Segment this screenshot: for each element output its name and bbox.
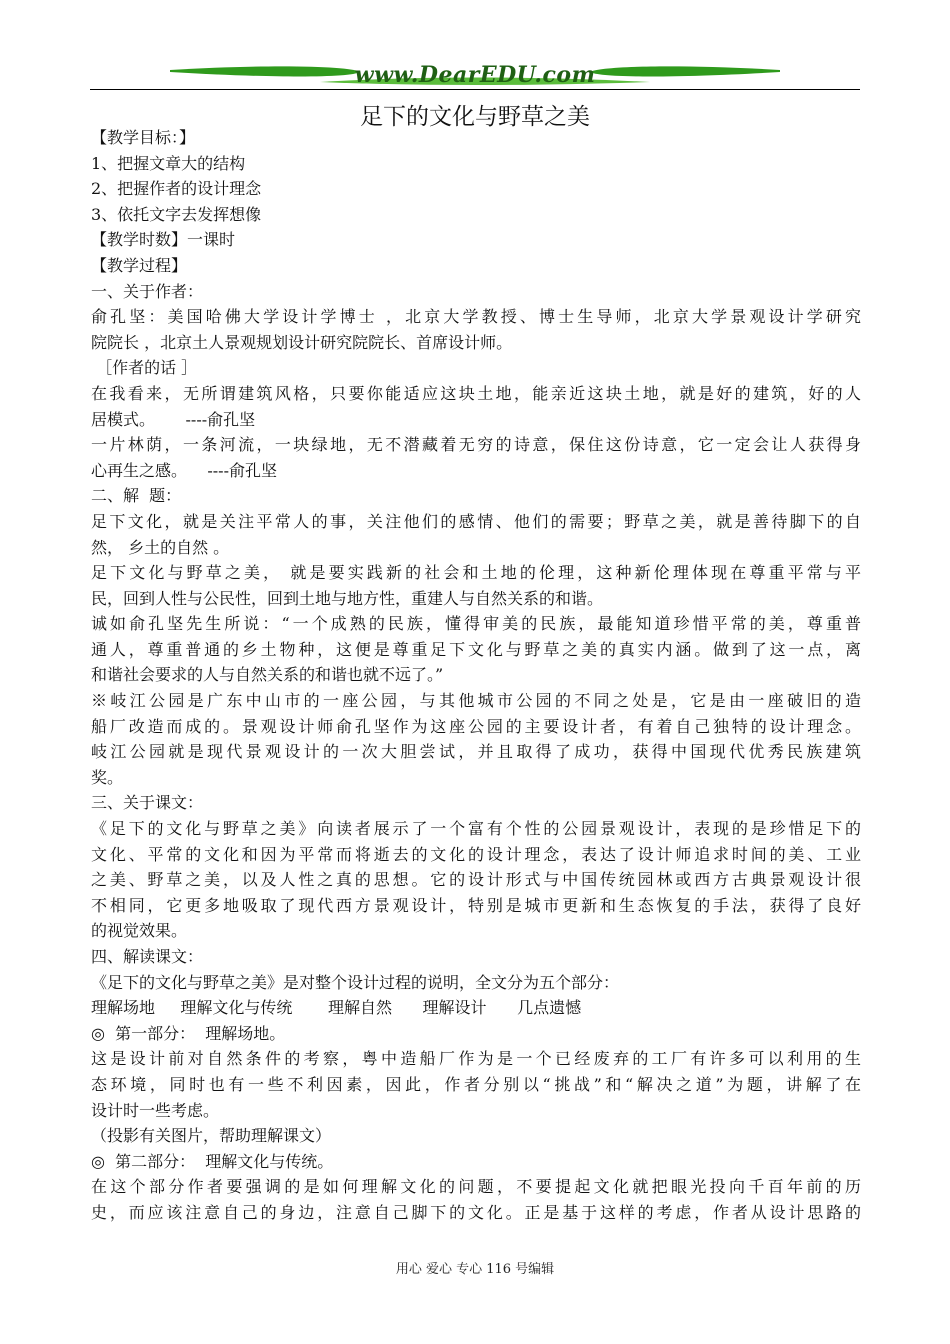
text-line: 【教学时数】一课时 <box>91 230 236 250</box>
text-line: 俞孔坚：美国哈佛大学设计学博士 ，北京大学教授、博士生导师，北京大学景观设计学研究 <box>91 307 861 327</box>
text-line: 之美、野草之美，以及人性之真的思想。它的设计形式与中国传统园林或西方古典景观设计很 <box>91 870 861 890</box>
text-line: 的视觉效果。 <box>91 921 188 941</box>
text-line: ◎ 第一部分： 理解场地。 <box>91 1023 286 1043</box>
text-line: 设计时一些考虑。 <box>91 1100 220 1120</box>
text-line: 和谐社会要求的人与自然关系的和谐也就不远了。” <box>91 665 444 685</box>
text-line: 《足下的文化与野草之美》向读者展示了一个富有个性的公园景观设计，表现的是珍惜足下的 <box>91 819 861 839</box>
page-footer: 用心 爱心 专心 116 号编辑 <box>395 1262 555 1277</box>
header-divider <box>90 89 860 90</box>
text-line: 四、解读课文： <box>91 947 204 966</box>
text-line: 【教学目标：】 <box>91 128 196 147</box>
text-line: 不相同，它更多地吸取了现代西方景观设计，特别是城市更新和生态恢复的手法，获得了良好 <box>91 895 861 915</box>
text-line: 居模式。 ----俞孔坚 <box>91 409 256 429</box>
document-body <box>91 125 861 1226</box>
text-line: 足下文化与野草之美， 就是要实践新的社会和土地的伦理，这种新伦理体现在尊重平常与平 <box>91 563 861 583</box>
text-line: 一片林荫，一条河流，一块绿地，无不潜藏着无穷的诗意，保住这份诗意，它一定会让人获得身 <box>91 435 861 455</box>
text-line: 在这个部分作者要强调的是如何理解文化的问题，不要提起文化就把眼光投向千百年前的历 <box>91 1177 861 1197</box>
site-logo-text: www.DearEDU.com <box>354 62 596 88</box>
text-line: 这是设计前对自然条件的考察，粤中造船厂作为是一个已经废弃的工厂有许多可以利用的生 <box>91 1049 861 1069</box>
text-line: 民，回到人性与公民性，回到土地与地方性，重建人与自然关系的和谐。 <box>91 588 604 608</box>
text-line: 一、关于作者： <box>91 281 204 301</box>
text-line: 2、把握作者的设计理念 <box>91 179 262 199</box>
text-line: （投影有关图片，帮助理解课文） <box>91 1126 332 1146</box>
text-line: 院院长 ，北京土人景观规划设计研究院院长、首席设计师。 <box>91 332 513 352</box>
text-line: 三、关于课文： <box>91 793 204 813</box>
text-line: 史，而应该注意自己的身边，注意自己脚下的文化。正是基于这样的考虑，作者从设计思路的 <box>91 1202 861 1222</box>
text-line: 理解场地 理解文化与传统 理解自然 理解设计 几点遗憾 <box>91 998 582 1018</box>
text-line: 在我看来，无所谓建筑风格，只要你能适应这块土地，能亲近这块土地，就是好的建筑，好的人 <box>91 383 861 403</box>
text-line: 诚如俞孔坚先生所说：“一个成熟的民族，懂得审美的民族，最能知道珍惜平常的美，尊重普 <box>91 614 861 634</box>
text-line: 态环境，同时也有一些不利因素，因此，作者分别以“挑战”和“解决之道”为题，讲解了在 <box>91 1074 861 1094</box>
text-line: 1、把握文章大的结构 <box>91 153 246 173</box>
text-line: 岐江公园就是现代景观设计的一次大胆尝试，并且取得了成功，获得中国现代优秀民族建筑 <box>91 742 861 762</box>
text-line: 【教学过程】 <box>91 255 188 275</box>
text-line: ※岐江公园是广东中山市的一座公园，与其他城市公园的不同之处是，它是由一座破旧的造 <box>91 691 861 711</box>
text-line: 然， 乡土的自然 。 <box>91 537 230 557</box>
text-line: 《足下的文化与野草之美》是对整个设计过程的说明，全文分为五个部分： <box>91 972 620 992</box>
text-line: 二、解 题： <box>91 486 182 506</box>
text-line: 足下文化，就是关注平常人的事，关注他们的感情、他们的需要；野草之美，就是善待脚下的自 <box>91 511 861 531</box>
text-line: 奖。 <box>91 767 124 787</box>
page-title: 足下的文化与野草之美 <box>360 104 590 130</box>
text-line: 3、依托文字去发挥想像 <box>91 204 262 224</box>
text-line: 船厂改造而成的。景观设计师俞孔坚作为这座公园的主要设计者，有着自己独特的设计理念。 <box>91 716 861 736</box>
text-line: ［作者的话 ］ <box>91 358 198 378</box>
text-line: ◎ 第二部分： 理解文化与传统。 <box>91 1151 334 1171</box>
text-line: 心再生之感。 ----俞孔坚 <box>91 460 277 480</box>
text-line: 文化、平常的文化和因为平常而将逝去的文化的设计理念，表达了设计师追求时间的美、工业 <box>91 844 861 864</box>
text-line: 通人，尊重普通的乡土物种，这便是尊重足下文化与野草之美的真实内涵。做到了这一点，离 <box>91 639 861 659</box>
